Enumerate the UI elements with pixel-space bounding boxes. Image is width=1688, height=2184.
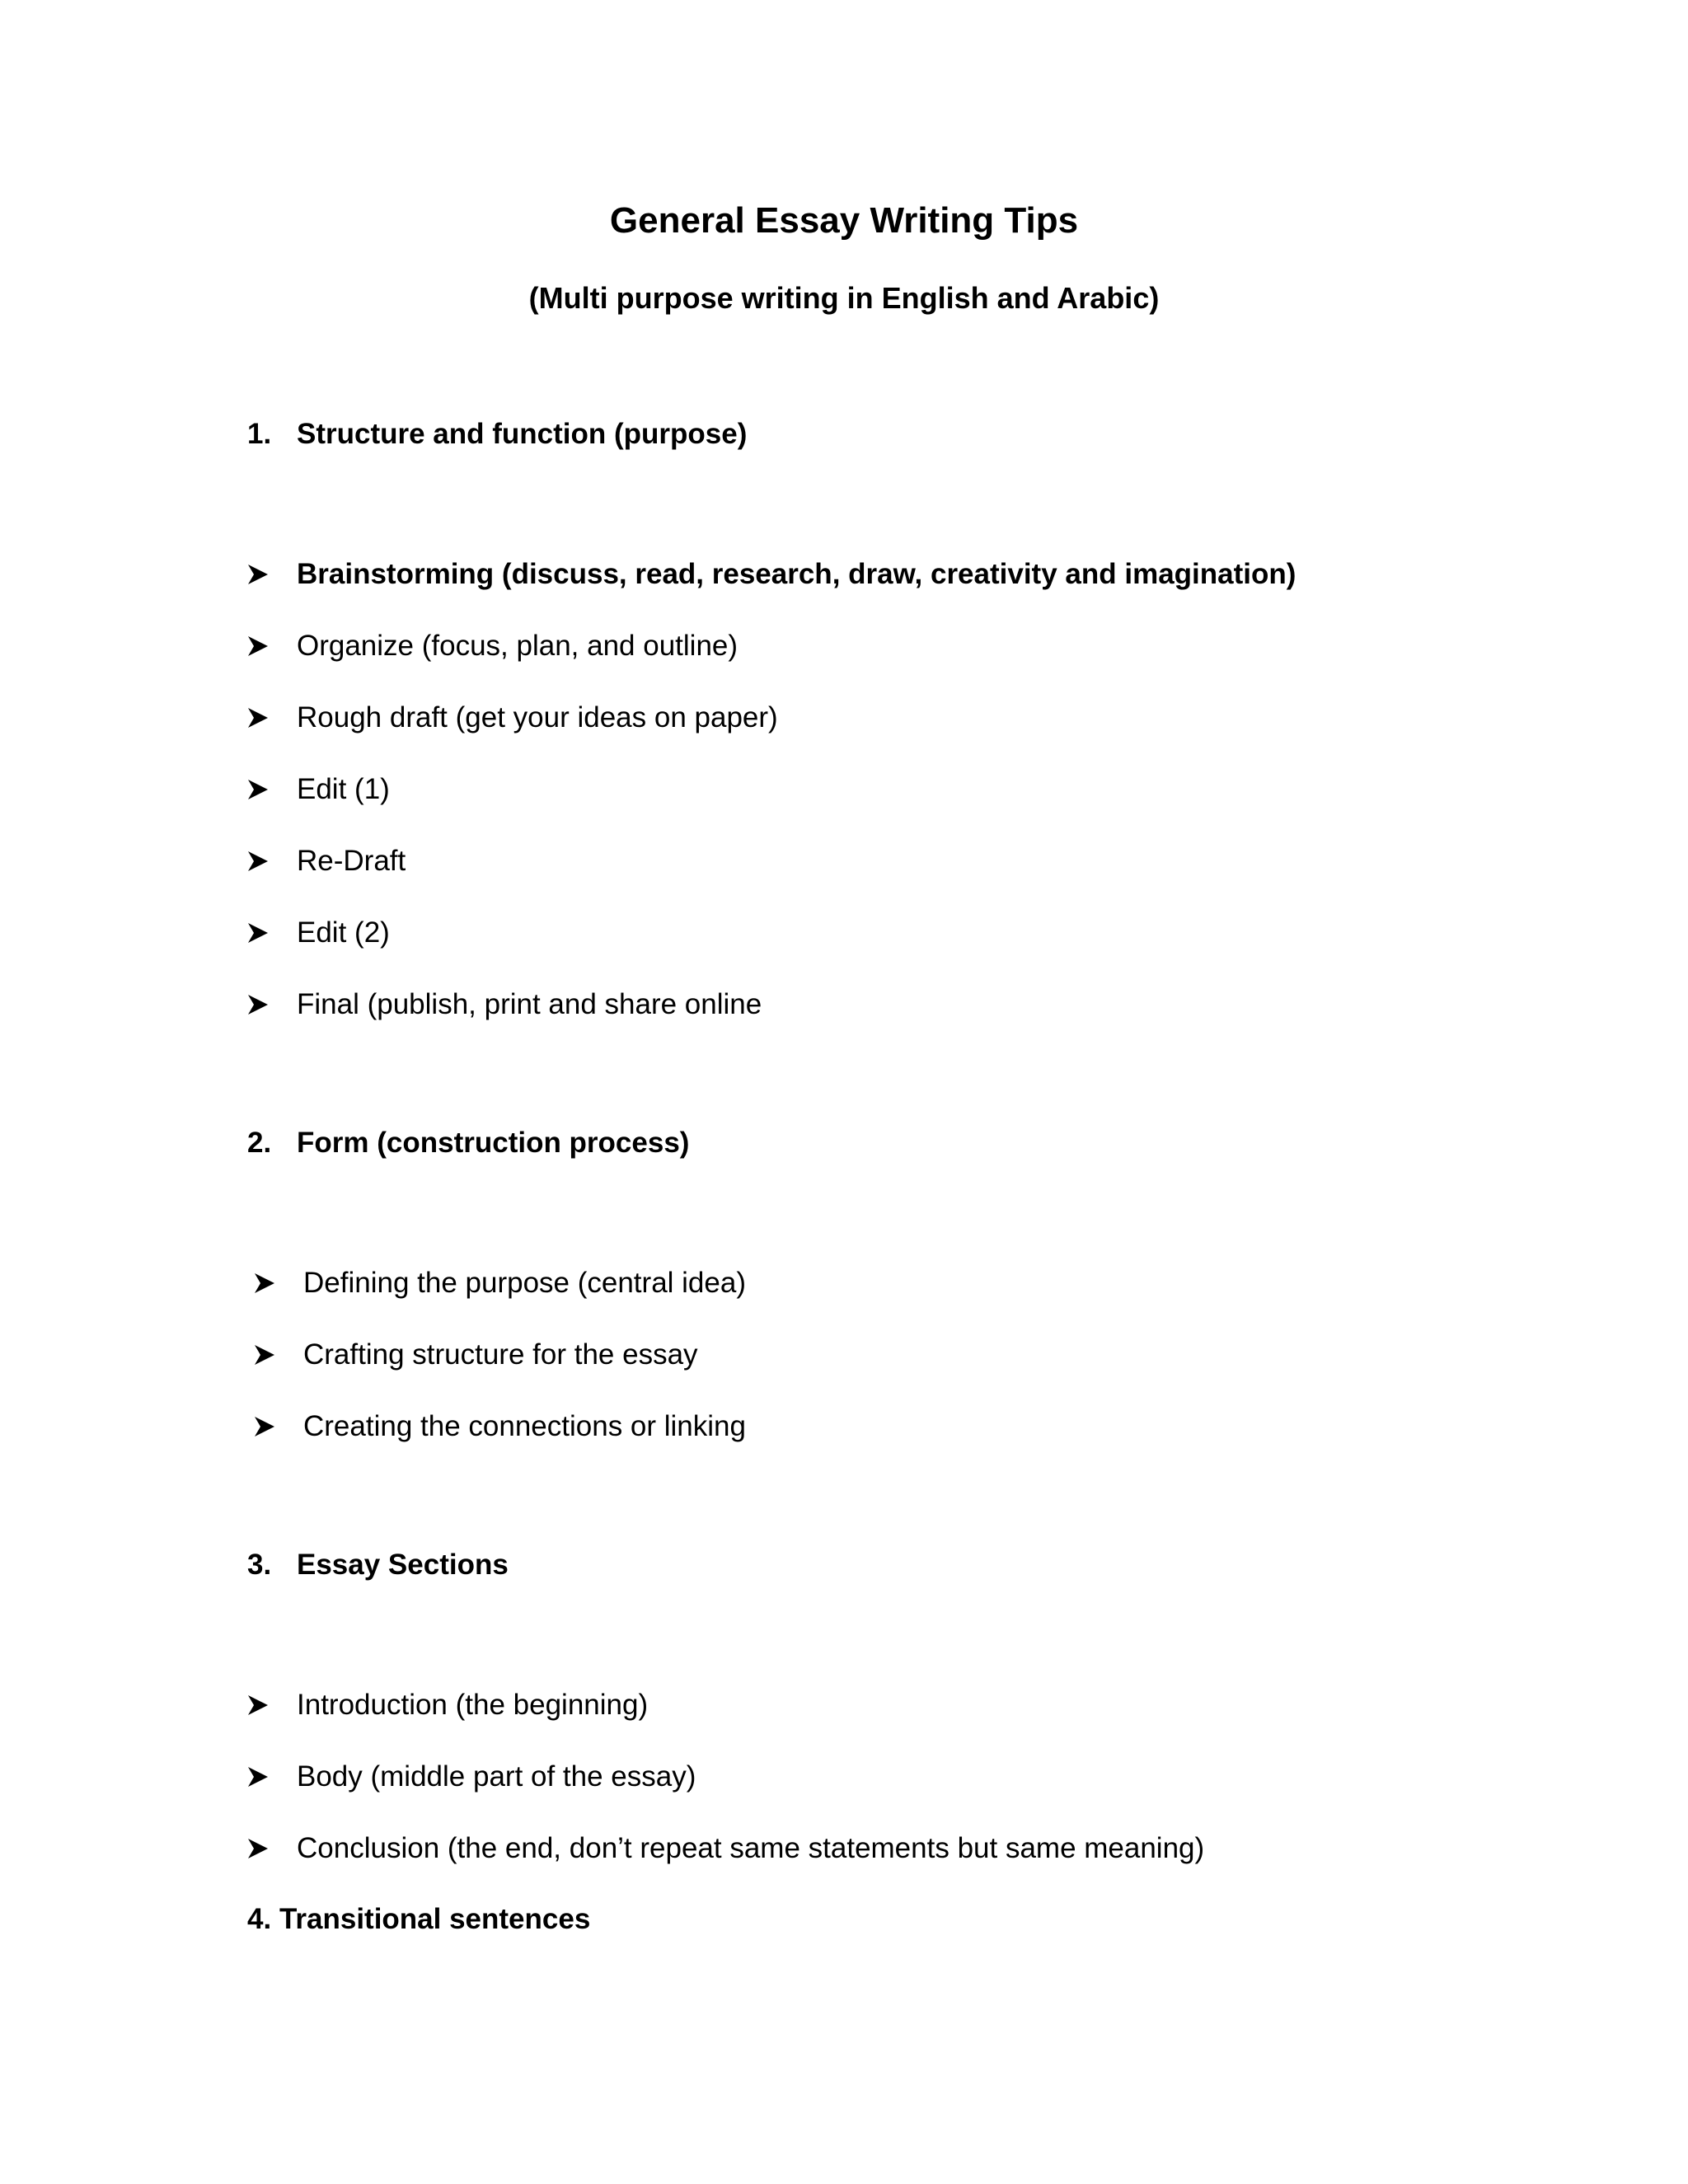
arrow-bullet-icon	[247, 779, 269, 800]
list-item-text: Organize (focus, plan, and outline)	[297, 630, 738, 662]
list-item-text: Rough draft (get your ideas on paper)	[297, 701, 778, 733]
list-item-text: Crafting structure for the essay	[303, 1338, 698, 1371]
list-item-text: Edit (2)	[297, 916, 390, 949]
section-title: Structure and function (purpose)	[297, 418, 748, 450]
list-item-text: Creating the connections or linking	[303, 1410, 746, 1442]
list-item-text: Brainstorming (discuss, read, research, draw, creativity and imagination)	[297, 558, 1296, 590]
section-heading-4	[247, 1901, 590, 1938]
list-item-text: Edit (1)	[297, 773, 390, 805]
list-item-text: Introduction (the beginning)	[297, 1689, 649, 1721]
section-number: 2.	[247, 1127, 272, 1159]
arrow-bullet-icon	[247, 1694, 269, 1716]
page-subtitle: (Multi purpose writing in English and Arabic)	[528, 281, 1160, 315]
list-item-text: Defining the purpose (central idea)	[303, 1267, 746, 1299]
section-title: Form (construction process)	[297, 1127, 690, 1159]
arrow-bullet-icon	[247, 1838, 269, 1859]
list-item-text: Re-Draft	[297, 845, 406, 877]
section-number: 3.	[247, 1549, 272, 1581]
arrow-bullet-icon	[247, 707, 269, 729]
section-number: 4.	[247, 1903, 272, 1935]
page-title: General Essay Writing Tips	[609, 200, 1079, 241]
arrow-bullet-icon	[254, 1416, 275, 1437]
list-item-text: Body (middle part of the essay)	[297, 1760, 696, 1793]
arrow-bullet-icon	[254, 1272, 275, 1294]
arrow-bullet-icon	[254, 1344, 275, 1366]
arrow-bullet-icon	[247, 564, 269, 585]
list-item-text: Conclusion (the end, don’t repeat same statements but same meaning)	[297, 1832, 1205, 1864]
arrow-bullet-icon	[247, 922, 269, 944]
arrow-bullet-icon	[247, 1766, 269, 1788]
arrow-bullet-icon	[247, 851, 269, 872]
section-title: Transitional sentences	[279, 1903, 591, 1935]
arrow-bullet-icon	[247, 635, 269, 657]
arrow-bullet-icon	[247, 994, 269, 1015]
section-number: 1.	[247, 418, 272, 450]
list-item-text: Final (publish, print and share online	[297, 988, 762, 1020]
section-title: Essay Sections	[297, 1549, 509, 1581]
